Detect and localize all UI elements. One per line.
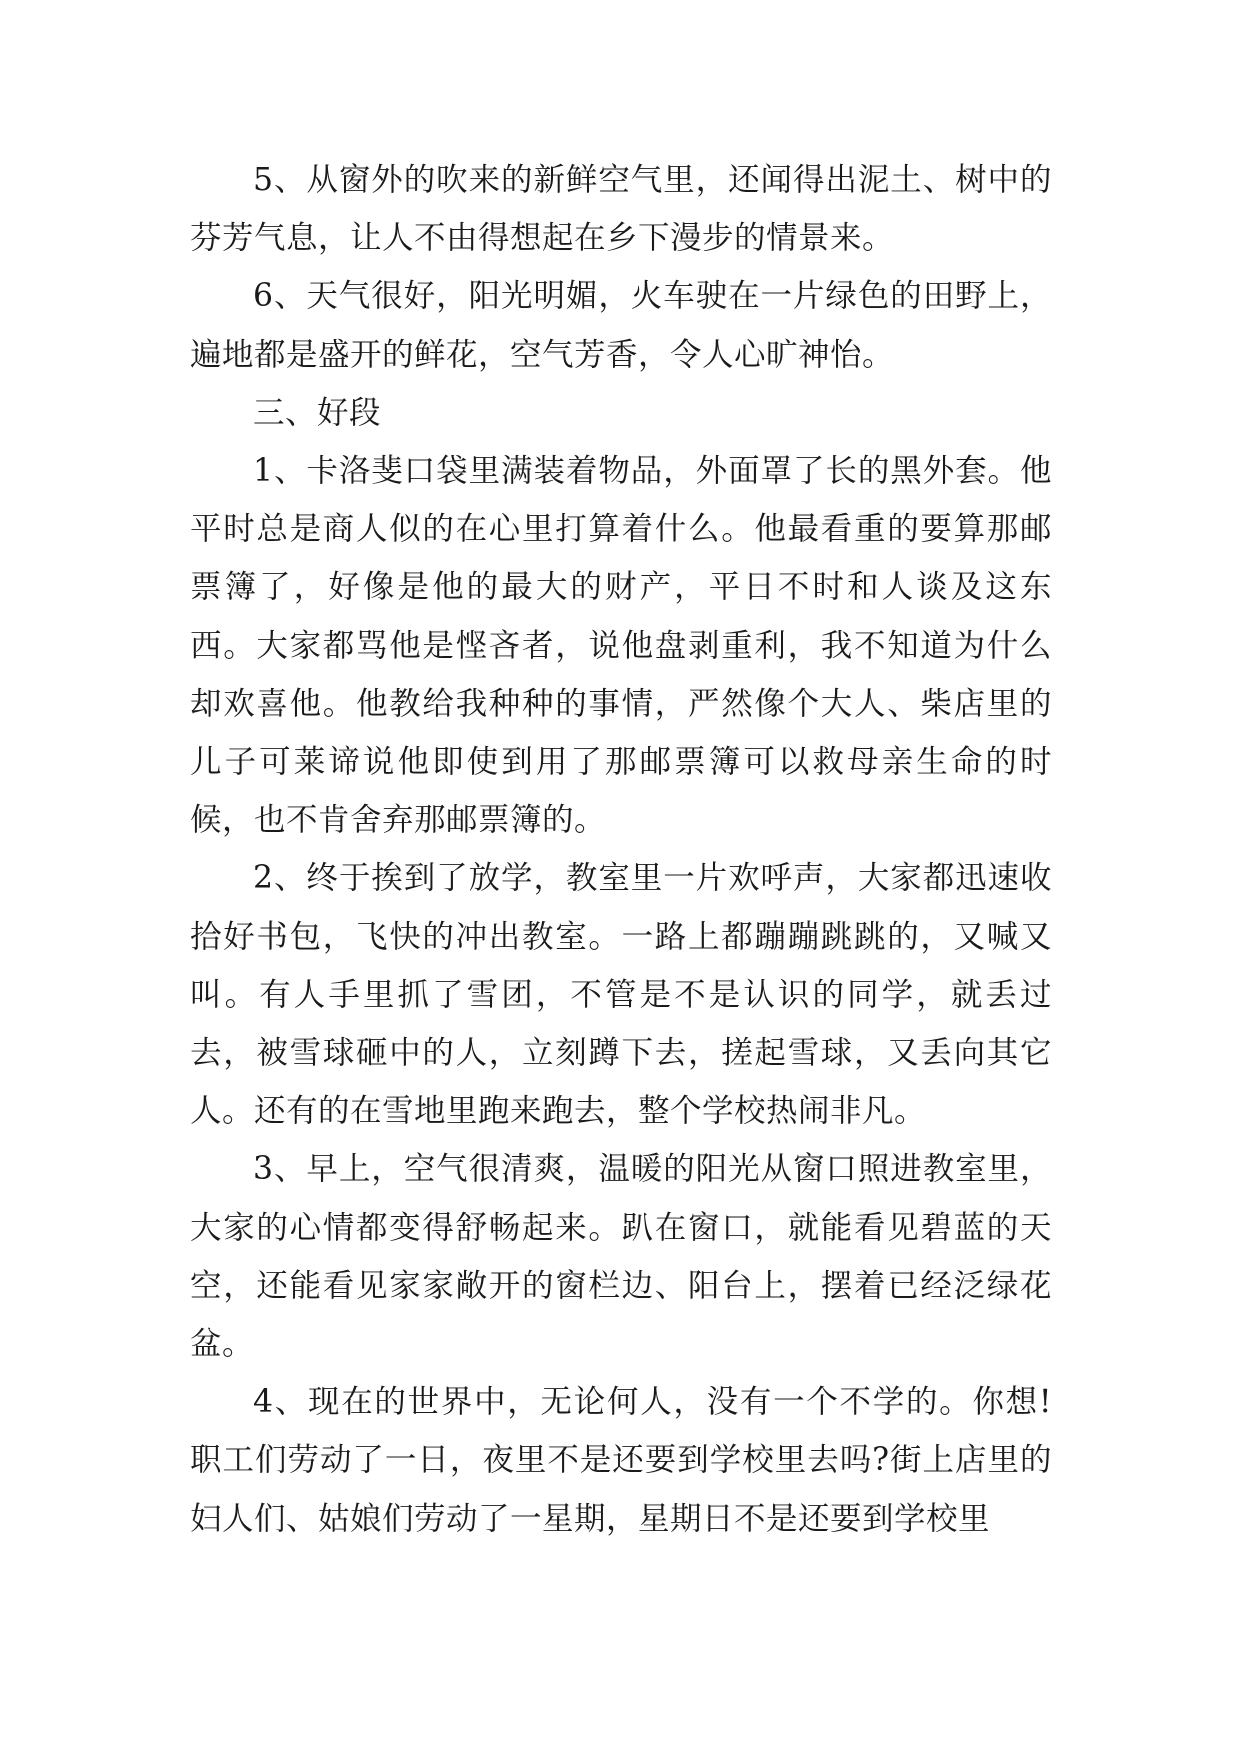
paragraph-6: 6、天气很好，阳光明媚，火车驶在一片绿色的田野上，遍地都是盛开的鲜花，空气芳香，令人心旷神怡。 bbox=[190, 278, 1052, 373]
paragraph-good-2: 2、终于挨到了放学，教室里一片欢呼声，大家都迅速收拾好书包，飞快的冲出教室。一路上都蹦蹦跳跳的，又喊又叫。有人手里抓了雪团，不管是不是认识的同学，就丢过去，被雪球砸中的人，立刻蹲下去，搓起雪球，又丢向其它人。还有的在雪地里跑来跑去，整个学校热闹非凡。 bbox=[190, 860, 1052, 1130]
paragraph-5: 5、从窗外的吹来的新鲜空气里，还闻得出泥土、树中的芬芳气息，让人不由得想起在乡下漫步的情景来。 bbox=[190, 162, 1052, 257]
paragraph-good-1: 1、卡洛斐口袋里满装着物品，外面罩了长的黑外套。他平时总是商人似的在心里打算着什么。他最看重的要算那邮票簿了，好像是他的最大的财产，平日不时和人谈及这东西。大家都骂他是悭吝者，说他盘剥重利，我不知道为什么却欢喜他。他教给我种种的事情，严然像个大人、柴店里的儿子可莱谛说他即使到用了那邮票簿可以救母亲生命的时候，也不肯舍弃那邮票簿的。 bbox=[190, 453, 1052, 839]
paragraph-good-4: 4、现在的世界中，无论何人，没有一个不学的。你想!职工们劳动了一日，夜里不是还要到学校里去吗?街上店里的妇人们、姑娘们劳动了一星期，星期日不是还要到学校里 bbox=[190, 1384, 1052, 1537]
document-body bbox=[190, 151, 1052, 1548]
section-heading: 三、好段 bbox=[253, 394, 382, 431]
paragraph-good-3: 3、早上，空气很清爽，温暖的阳光从窗口照进教室里，大家的心情都变得舒畅起来。趴在窗口，就能看见碧蓝的天空，还能看见家家敞开的窗栏边、阳台上，摆着已经泛绿花盆。 bbox=[190, 1151, 1052, 1363]
